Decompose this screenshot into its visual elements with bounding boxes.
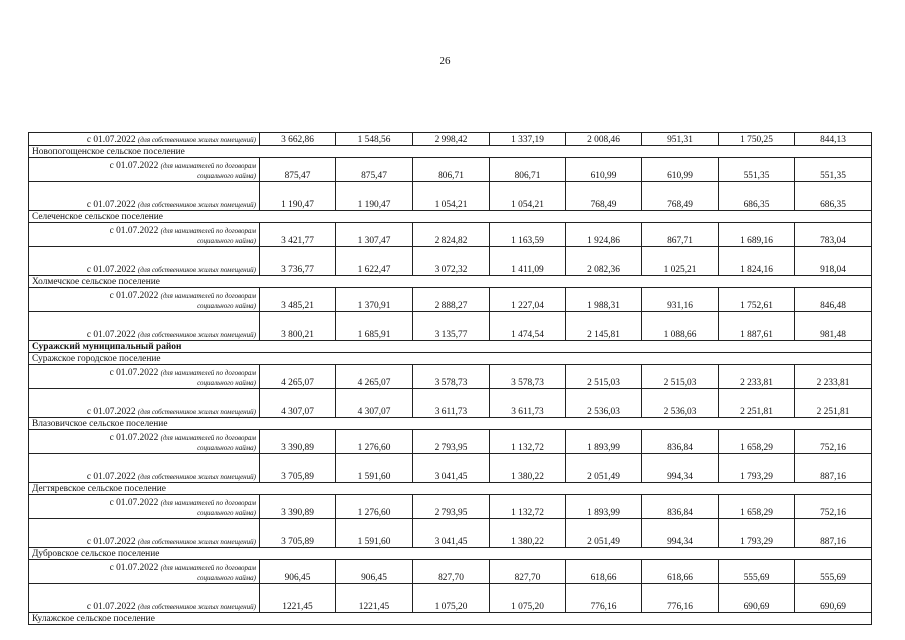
tariff-value: 875,47 — [260, 158, 336, 182]
effective-date: с 01.07.2022 — [109, 161, 159, 171]
tariff-value: 2 145,81 — [566, 312, 642, 341]
category-note: (для нанимателей по договорам — [160, 369, 256, 377]
tariff-value: 1 132,72 — [490, 495, 566, 519]
tariff-value: 1 658,29 — [719, 430, 795, 454]
settlement-heading: Селеченское сельское поселение — [29, 211, 872, 223]
table-row — [29, 146, 872, 158]
tariff-value: 610,99 — [642, 158, 719, 182]
tariff-value: 1 887,61 — [719, 312, 795, 341]
tariff-value: 551,35 — [719, 158, 795, 182]
tariff-value: 3 041,45 — [413, 454, 490, 483]
tariff-value: 1 276,60 — [336, 495, 413, 519]
tariff-value: 906,45 — [260, 560, 336, 584]
table-row — [29, 211, 872, 223]
effective-date: с 01.07.2022 — [109, 226, 159, 236]
tariff-value: 555,69 — [795, 560, 872, 584]
settlement-heading: Влазовичское сельское поселение — [29, 418, 872, 430]
tariff-value: 1 054,21 — [413, 182, 490, 211]
tariff-value: 783,04 — [795, 223, 872, 247]
category-note: (для нанимателей по договорам — [160, 162, 256, 170]
tariff-value: 931,16 — [642, 288, 719, 312]
tariff-value: 1 075,20 — [413, 584, 490, 613]
tariff-value: 610,99 — [566, 158, 642, 182]
tariff-value: 4 307,07 — [260, 389, 336, 418]
tariff-value: 1 380,22 — [490, 519, 566, 548]
tariff-value: 1 591,60 — [336, 454, 413, 483]
tariff-value: 2 051,49 — [566, 519, 642, 548]
category-note: (для собственников жилых помещений) — [137, 603, 256, 611]
tariff-value: 906,45 — [336, 560, 413, 584]
settlement-heading: Дегтяревское сельское поселение — [29, 483, 872, 495]
tariff-value: 994,34 — [642, 454, 719, 483]
tariff-value: 1 163,59 — [490, 223, 566, 247]
tenant-tariff-label — [29, 288, 260, 312]
category-note: (для собственников жилых помещений) — [137, 331, 256, 339]
tenant-tariff-label — [29, 495, 260, 519]
tariff-value: 806,71 — [490, 158, 566, 182]
tariff-value: 555,69 — [719, 560, 795, 584]
category-note-continued: социального найма) — [197, 509, 256, 517]
effective-date: с 01.07.2022 — [109, 291, 159, 301]
tenant-tariff-label — [29, 223, 260, 247]
effective-date: с 01.07.2022 — [86, 472, 136, 482]
category-note-continued: социального найма) — [197, 379, 256, 387]
table-row — [29, 353, 872, 365]
tariff-value: 776,16 — [642, 584, 719, 613]
effective-date: с 01.07.2022 — [109, 368, 159, 378]
table-row — [29, 312, 872, 341]
table-row — [29, 158, 872, 182]
owner-tariff-label — [29, 247, 260, 276]
tariff-value: 1221,45 — [336, 584, 413, 613]
table-row — [29, 341, 872, 353]
tariff-value: 2 051,49 — [566, 454, 642, 483]
tariff-value: 2 515,03 — [566, 365, 642, 389]
tariff-value: 1 474,54 — [490, 312, 566, 341]
table-row — [29, 223, 872, 247]
tariff-value: 827,70 — [490, 560, 566, 584]
tariff-value: 846,48 — [795, 288, 872, 312]
tariff-value: 2 536,03 — [642, 389, 719, 418]
tariff-value: 3 135,77 — [413, 312, 490, 341]
category-note: (для собственников жилых помещений) — [137, 408, 256, 416]
effective-date: с 01.07.2022 — [86, 135, 136, 145]
effective-date: с 01.07.2022 — [86, 537, 136, 547]
category-note: (для нанимателей по договорам — [160, 292, 256, 300]
tariff-value: 875,47 — [336, 158, 413, 182]
tariff-value: 887,16 — [795, 519, 872, 548]
tariff-value: 1 824,16 — [719, 247, 795, 276]
tariff-value: 1 411,09 — [490, 247, 566, 276]
tariff-value: 1 752,61 — [719, 288, 795, 312]
tariff-value: 1 793,29 — [719, 454, 795, 483]
tariff-value: 1 591,60 — [336, 519, 413, 548]
tariff-value: 3 578,73 — [413, 365, 490, 389]
tariff-value: 2 082,36 — [566, 247, 642, 276]
owner-tariff-label — [29, 312, 260, 341]
effective-date: с 01.07.2022 — [109, 563, 159, 573]
category-note-continued: социального найма) — [197, 172, 256, 180]
owner-tariff-label — [29, 454, 260, 483]
tariff-value: 1 025,21 — [642, 247, 719, 276]
effective-date: с 01.07.2022 — [109, 498, 159, 508]
table-row — [29, 430, 872, 454]
tariff-value: 3 736,77 — [260, 247, 336, 276]
tariff-value: 3 705,89 — [260, 519, 336, 548]
tariff-value: 2 233,81 — [795, 365, 872, 389]
tariff-value: 2 998,42 — [413, 133, 490, 146]
table-row — [29, 182, 872, 211]
effective-date: с 01.07.2022 — [86, 602, 136, 612]
table-row — [29, 495, 872, 519]
tariff-value: 2 793,95 — [413, 495, 490, 519]
tariff-value: 918,04 — [795, 247, 872, 276]
table-row — [29, 584, 872, 613]
tariff-value: 994,34 — [642, 519, 719, 548]
owner-tariff-label — [29, 389, 260, 418]
tariff-value: 1 132,72 — [490, 430, 566, 454]
category-note: (для нанимателей по договорам — [160, 499, 256, 507]
tenant-tariff-label — [29, 560, 260, 584]
region-heading: Суражский муниципальный район — [29, 341, 872, 353]
tariff-value: 768,49 — [642, 182, 719, 211]
tariff-value: 3 072,32 — [413, 247, 490, 276]
table-row — [29, 276, 872, 288]
tariff-value: 618,66 — [566, 560, 642, 584]
tenant-tariff-label — [29, 365, 260, 389]
tariff-value: 1 924,86 — [566, 223, 642, 247]
tariff-value: 1 054,21 — [490, 182, 566, 211]
tariff-value: 1 307,47 — [336, 223, 413, 247]
tariff-value: 3 390,89 — [260, 495, 336, 519]
settlement-heading: Кулажское сельское поселение — [29, 613, 872, 625]
category-note-continued: социального найма) — [197, 574, 256, 582]
tariff-value: 2 233,81 — [719, 365, 795, 389]
table-row — [29, 454, 872, 483]
tariff-value: 1221,45 — [260, 584, 336, 613]
category-note: (для нанимателей по договорам — [160, 227, 256, 235]
tariff-value: 3 421,77 — [260, 223, 336, 247]
tariff-value: 1 548,56 — [336, 133, 413, 146]
category-note: (для собственников жилых помещений) — [137, 201, 256, 209]
effective-date: с 01.07.2022 — [109, 433, 159, 443]
tariff-value: 2 251,81 — [719, 389, 795, 418]
category-note: (для собственников жилых помещений) — [137, 538, 256, 546]
tariff-value: 1 190,47 — [260, 182, 336, 211]
table-row — [29, 560, 872, 584]
tariff-value: 2 008,46 — [566, 133, 642, 146]
tariff-value: 867,71 — [642, 223, 719, 247]
tariff-value: 3 800,21 — [260, 312, 336, 341]
tariff-value: 3 705,89 — [260, 454, 336, 483]
table-row — [29, 133, 872, 146]
tariff-value: 1 685,91 — [336, 312, 413, 341]
tariff-value: 776,16 — [566, 584, 642, 613]
tariff-value: 2 536,03 — [566, 389, 642, 418]
tariff-value: 686,35 — [719, 182, 795, 211]
tariff-value: 752,16 — [795, 430, 872, 454]
tariff-value: 1 088,66 — [642, 312, 719, 341]
tariff-value: 1 276,60 — [336, 430, 413, 454]
category-note-continued: социального найма) — [197, 302, 256, 310]
settlement-heading: Новопогощенское сельское поселение — [29, 146, 872, 158]
tenant-tariff-label — [29, 158, 260, 182]
tariff-value: 1 893,99 — [566, 495, 642, 519]
tariff-value: 618,66 — [642, 560, 719, 584]
tariff-value: 4 307,07 — [336, 389, 413, 418]
tariff-value: 3 485,21 — [260, 288, 336, 312]
tariff-value: 2 251,81 — [795, 389, 872, 418]
tariff-value: 1 380,22 — [490, 454, 566, 483]
page-number: 26 — [439, 55, 451, 67]
effective-date: с 01.07.2022 — [86, 265, 136, 275]
tariff-table-body — [29, 133, 872, 625]
tariff-value: 768,49 — [566, 182, 642, 211]
table-row — [29, 418, 872, 430]
category-note: (для нанимателей по договорам — [160, 564, 256, 572]
owner-tariff-label — [29, 584, 260, 613]
tariff-value: 1 075,20 — [490, 584, 566, 613]
tariff-value: 951,31 — [642, 133, 719, 146]
tariff-value: 1 689,16 — [719, 223, 795, 247]
tariff-value: 3 611,73 — [413, 389, 490, 418]
tariff-value: 1 227,04 — [490, 288, 566, 312]
tariff-value: 887,16 — [795, 454, 872, 483]
owner-tariff-label — [29, 182, 260, 211]
settlement-heading: Дубровское сельское поселение — [29, 548, 872, 560]
tariff-value: 1 893,99 — [566, 430, 642, 454]
effective-date: с 01.07.2022 — [86, 407, 136, 417]
tariff-value: 686,35 — [795, 182, 872, 211]
category-note: (для собственников жилых помещений) — [137, 266, 256, 274]
tariff-value: 836,84 — [642, 430, 719, 454]
tariff-value: 827,70 — [413, 560, 490, 584]
tariff-value: 981,48 — [795, 312, 872, 341]
tariff-value: 3 662,86 — [260, 133, 336, 146]
tariff-value: 752,16 — [795, 495, 872, 519]
owner-tariff-label — [29, 519, 260, 548]
tariff-value: 806,71 — [413, 158, 490, 182]
tariff-value: 690,69 — [795, 584, 872, 613]
tariff-value: 1 793,29 — [719, 519, 795, 548]
table-row — [29, 389, 872, 418]
tariff-table — [28, 132, 872, 625]
tariff-value: 1 658,29 — [719, 495, 795, 519]
tariff-value: 1 337,19 — [490, 133, 566, 146]
tariff-value: 690,69 — [719, 584, 795, 613]
effective-date: с 01.07.2022 — [86, 200, 136, 210]
settlement-heading: Холмечское сельское поселение — [29, 276, 872, 288]
table-row — [29, 519, 872, 548]
tariff-value: 3 041,45 — [413, 519, 490, 548]
tariff-value: 551,35 — [795, 158, 872, 182]
tenant-tariff-label — [29, 430, 260, 454]
tariff-value: 2 888,27 — [413, 288, 490, 312]
tariff-value: 2 824,82 — [413, 223, 490, 247]
category-note: (для нанимателей по договорам — [160, 434, 256, 442]
tariff-value: 1 190,47 — [336, 182, 413, 211]
tariff-value: 2 515,03 — [642, 365, 719, 389]
table-row — [29, 288, 872, 312]
table-row — [29, 548, 872, 560]
tariff-value: 4 265,07 — [260, 365, 336, 389]
tariff-value: 1 622,47 — [336, 247, 413, 276]
tariff-value: 1 988,31 — [566, 288, 642, 312]
table-row — [29, 613, 872, 625]
table-row — [29, 365, 872, 389]
table-row — [29, 483, 872, 495]
tariff-value: 3 390,89 — [260, 430, 336, 454]
tariff-value: 844,13 — [795, 133, 872, 146]
tariff-value: 3 578,73 — [490, 365, 566, 389]
tariff-value: 2 793,95 — [413, 430, 490, 454]
tariff-value: 1 370,91 — [336, 288, 413, 312]
settlement-heading: Суражское городское поселение — [29, 353, 872, 365]
tariff-value: 3 611,73 — [490, 389, 566, 418]
category-note-continued: социального найма) — [197, 237, 256, 245]
owner-tariff-label — [29, 133, 260, 146]
category-note: (для собственников жилых помещений) — [137, 473, 256, 481]
tariff-value: 1 750,25 — [719, 133, 795, 146]
tariff-value: 836,84 — [642, 495, 719, 519]
category-note-continued: социального найма) — [197, 444, 256, 452]
category-note: (для собственников жилых помещений) — [137, 136, 256, 144]
tariff-value: 4 265,07 — [336, 365, 413, 389]
effective-date: с 01.07.2022 — [86, 330, 136, 340]
table-row — [29, 247, 872, 276]
